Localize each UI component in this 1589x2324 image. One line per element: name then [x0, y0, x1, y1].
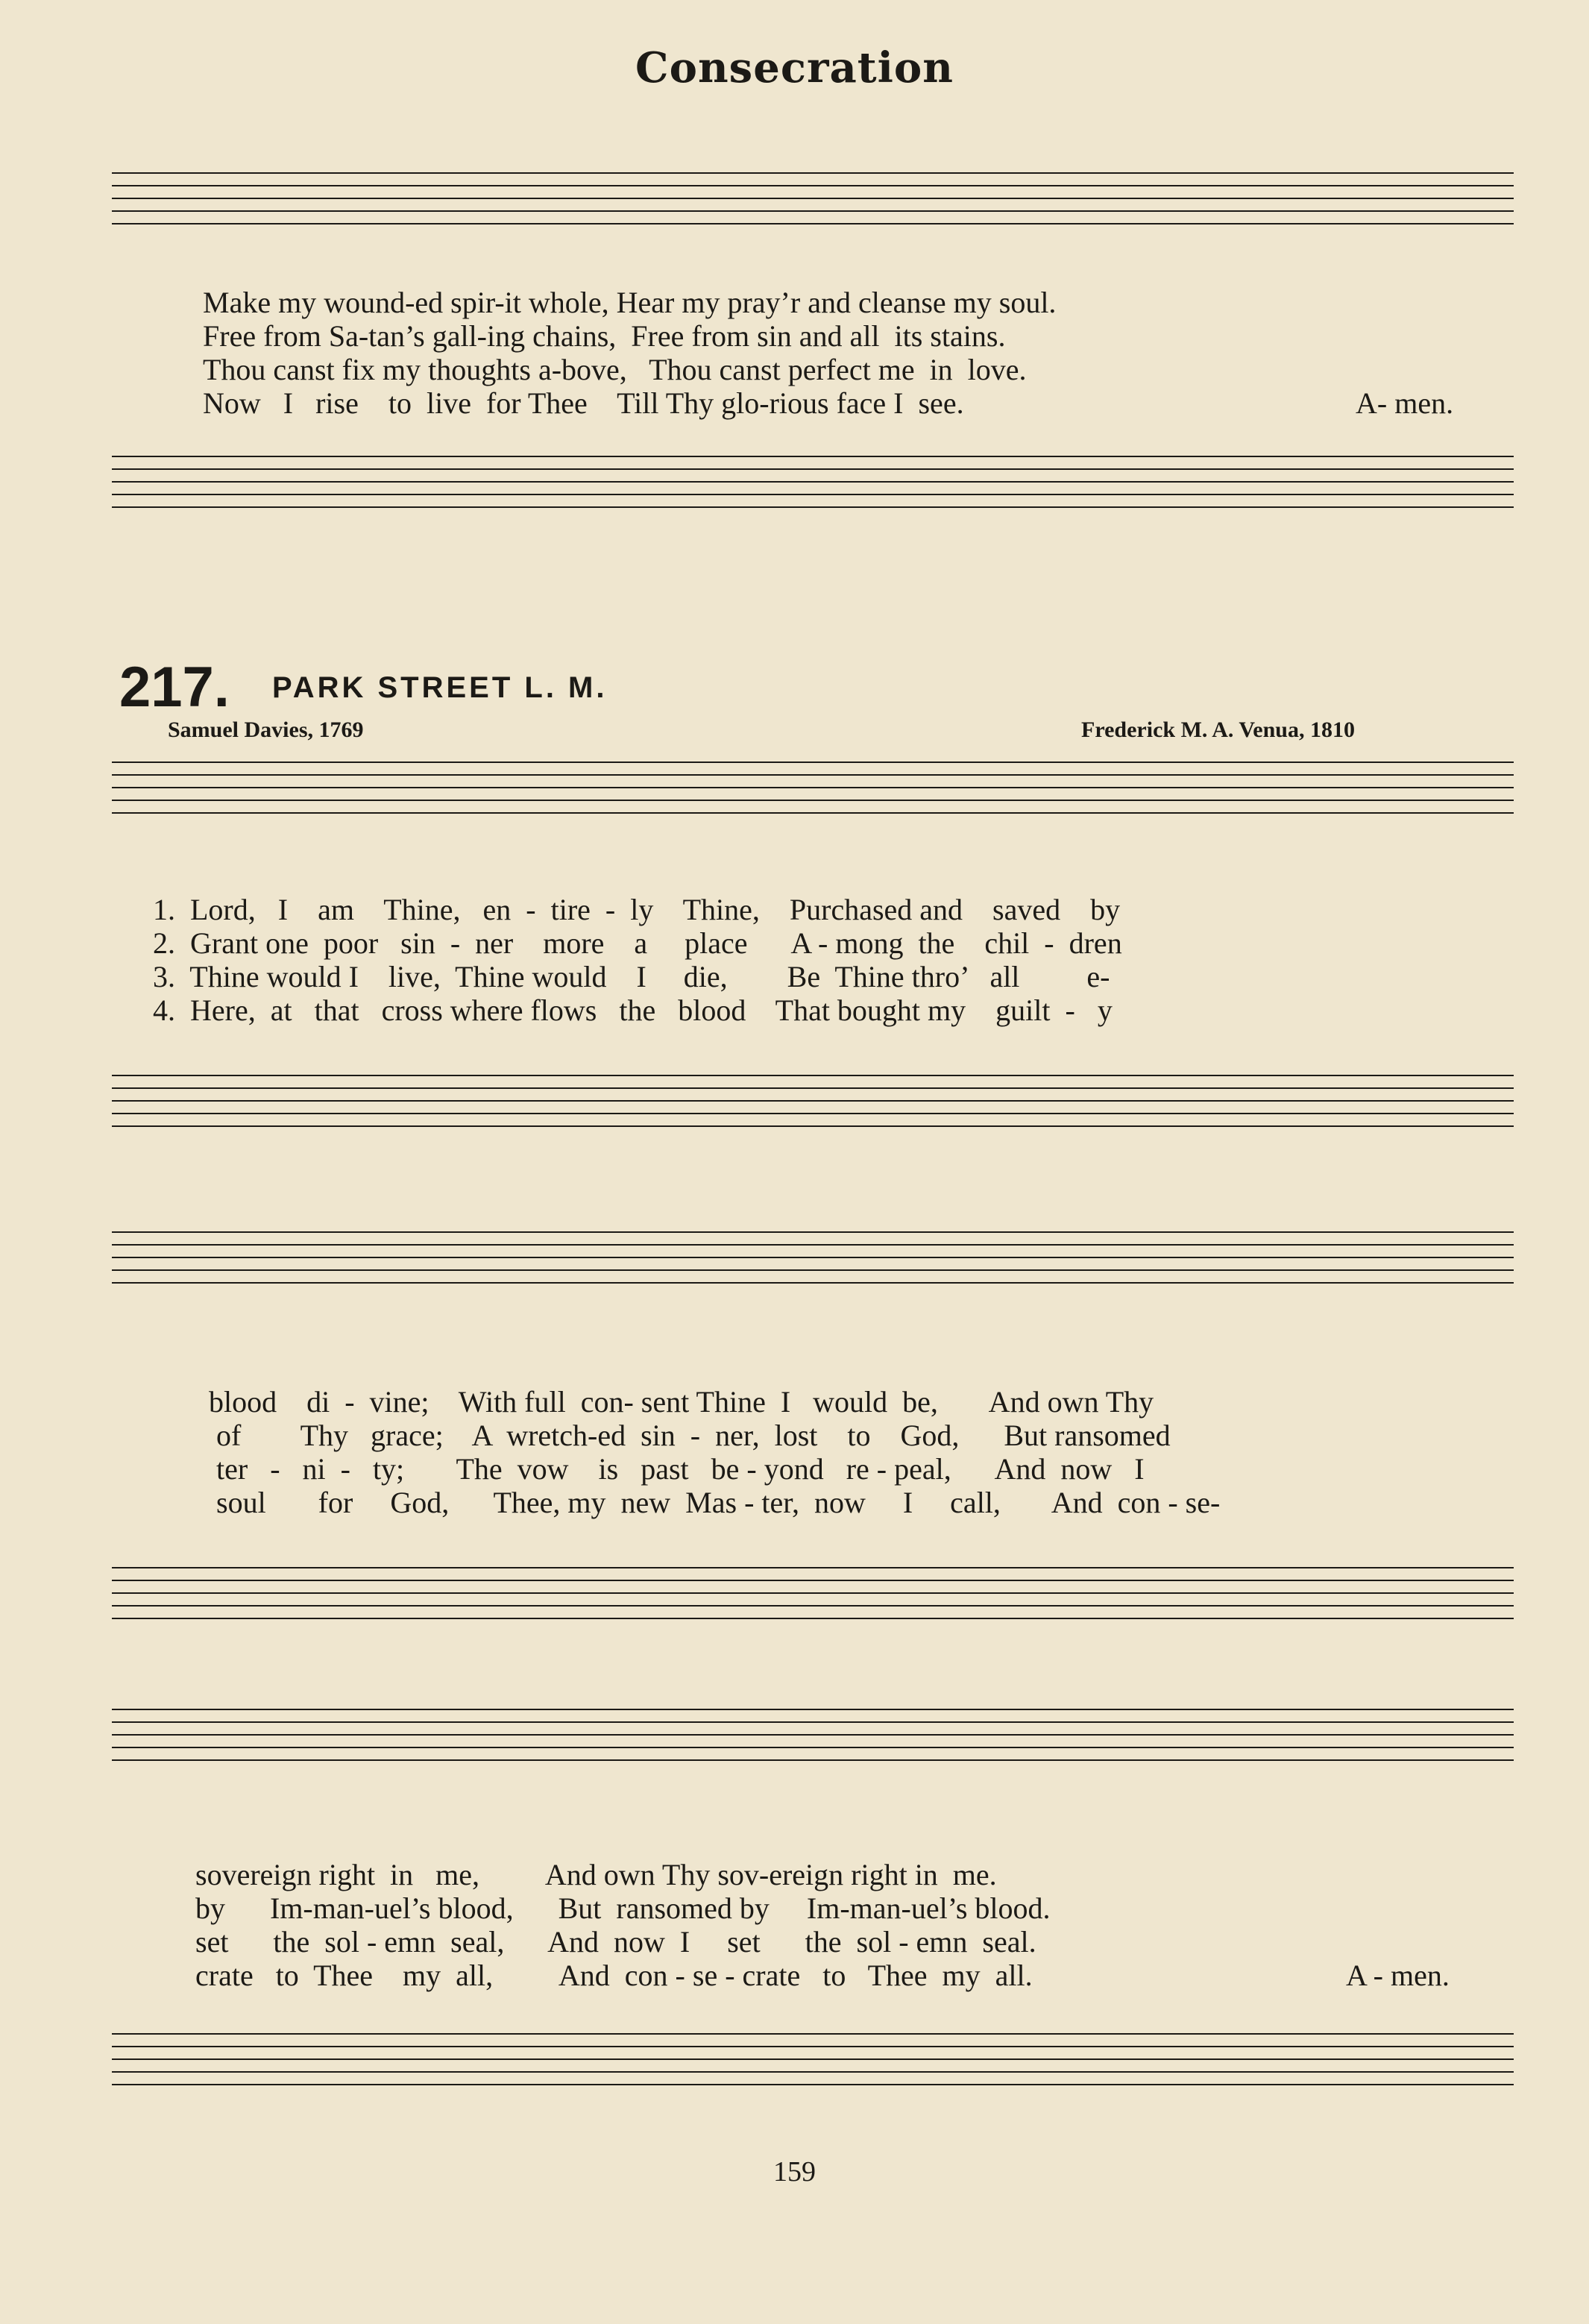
- treble-staff-1: [0, 753, 1589, 858]
- bass-staff-3: [0, 2025, 1589, 2129]
- bass-staff-1: [0, 1067, 1589, 1171]
- prev-lyric-line-4: Now I rise to live for Thee Till Thy glo-rious face I see.: [203, 386, 964, 420]
- lyric-s1-verse-3: 3. Thine would I live, Thine would I die, Be Thine thro’ all e-: [153, 960, 1110, 993]
- bass-staff-2: [0, 1559, 1589, 1663]
- page-number: 159: [773, 2156, 816, 2188]
- final-amen: A - men.: [1346, 1959, 1450, 1992]
- hymn-number: 217.: [119, 656, 230, 719]
- prev-lyric-line-2: Free from Sa-tan’s gall-ing chains, Free from sin and all its stains.: [203, 319, 1006, 353]
- lyric-s1-verse-1: 1. Lord, I am Thine, en - tire - ly Thine, Purchased and saved by: [153, 893, 1121, 926]
- prev-lyric-line-3: Thou canst fix my thoughts a-bove, Thou canst perfect me in love.: [203, 353, 1027, 386]
- treble-staff-prev: [0, 164, 1589, 268]
- page-heading: Consecration: [635, 43, 954, 92]
- prev-amen: A- men.: [1356, 386, 1454, 420]
- lyric-s3-verse-4: crate to Thee my all, And con - se - crate to Thee my all.: [195, 1959, 1033, 1992]
- tune-name: PARK STREET L. M.: [272, 671, 608, 704]
- bass-staff-prev: [0, 447, 1589, 552]
- lyric-s1-verse-4: 4. Here, at that cross where flows the blood That bought my guilt - y: [153, 993, 1113, 1027]
- lyric-s2-verse-1: blood di - vine; With full con- sent Thine I would be, And own Thy: [209, 1385, 1154, 1419]
- lyric-s3-verse-3: set the sol - emn seal, And now I set the sol - emn seal.: [195, 1925, 1036, 1959]
- lyric-s3-verse-1: sovereign right in me, And own Thy sov-ereign right in me.: [195, 1858, 997, 1891]
- treble-staff-2: [0, 1223, 1589, 1328]
- music-credit: Frederick M. A. Venua, 1810: [1081, 717, 1355, 742]
- lyric-s2-verse-2: of Thy grace; A wretch-ed sin - ner, lost to God, But ransomed: [209, 1419, 1171, 1452]
- lyric-s2-verse-4: soul for God, Thee, my new Mas - ter, now I call, And con - se-: [209, 1486, 1221, 1519]
- prev-lyric-line-1: Make my wound-ed spir-it whole, Hear my pray’r and cleanse my soul.: [203, 286, 1057, 319]
- lyric-s1-verse-2: 2. Grant one poor sin - ner more a place A - mong the chil - dren: [153, 926, 1122, 960]
- lyric-s2-verse-3: ter - ni - ty; The vow is past be - yond re - peal, And now I: [209, 1452, 1145, 1486]
- lyric-s3-verse-2: by Im-man-uel’s blood, But ransomed by Im-man-uel’s blood.: [195, 1891, 1051, 1925]
- words-credit: Samuel Davies, 1769: [168, 717, 364, 742]
- treble-staff-3: [0, 1700, 1589, 1805]
